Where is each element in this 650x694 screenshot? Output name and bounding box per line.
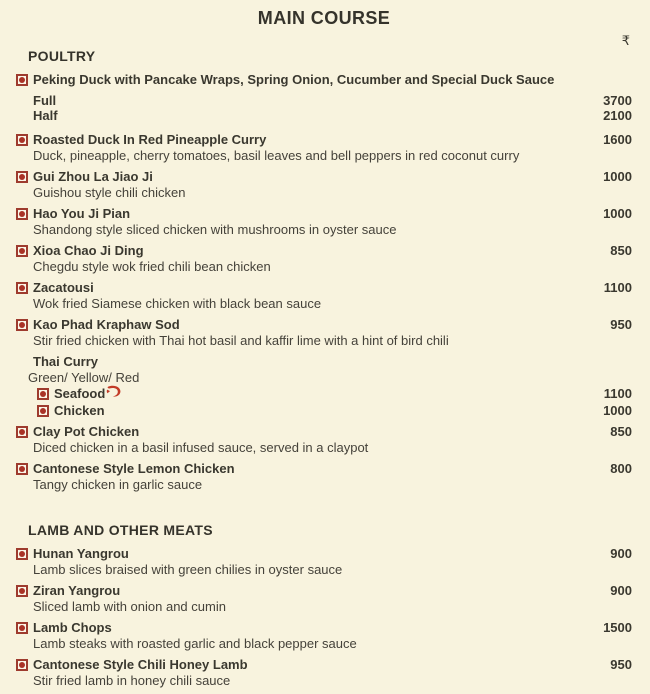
nonveg-icon [37,405,49,417]
menu-item-row [16,108,632,123]
item-name: Kao Phad Kraphaw Sod [33,317,180,332]
nonveg-icon [16,171,28,183]
item-price: 1100 [603,280,632,295]
menu-item [16,317,632,349]
menu-item-row [16,132,632,148]
menu-item [16,132,632,164]
item-name: Xioa Chao Ji Ding [33,243,144,258]
menu-item [16,93,632,108]
section-title: LAMB AND OTHER MEATS [28,522,213,538]
menu-item [16,370,632,386]
item-description: Lamb slices braised with green chilies in oyster sauce [33,562,343,577]
item-price: 1000 [603,206,632,221]
item-price: 1000 [603,169,632,184]
menu-item [16,206,632,238]
nonveg-icon [16,134,28,146]
item-name: Clay Pot Chicken [33,424,140,439]
item-name: Chicken [54,403,105,418]
item-description: Diced chicken in a basil infused sauce, served in a claypot [33,440,369,455]
menu-item [16,386,632,402]
menu-item [16,72,632,88]
menu-item-row [16,370,632,386]
menu-item-row [16,169,632,185]
item-price: 950 [610,657,632,672]
item-price: 950 [610,317,632,332]
item-name: Hunan Yangrou [33,546,129,561]
item-description: Shandong style sliced chicken with mushrooms in oyster sauce [33,222,397,237]
menu-item [16,583,632,615]
menu-item-row [16,354,632,370]
item-name: Lamb Chops [33,620,112,635]
item-price: 900 [610,546,632,561]
menu [16,48,632,689]
menu-item [16,403,632,419]
menu-item-row [16,461,632,477]
menu-item [16,461,632,493]
item-name: Zacatousi [33,280,94,295]
item-name: Seafood [54,386,106,401]
menu-item [16,354,632,370]
nonveg-icon [16,74,28,86]
menu-item-row [37,386,632,402]
item-description: Lamb steaks with roasted garlic and black pepper sauce [33,636,357,651]
menu-item-row [16,72,632,88]
section-title: POULTRY [28,48,96,64]
nonveg-icon [16,659,28,671]
item-name: Green/ Yellow/ Red [28,370,140,385]
menu-item [16,424,632,456]
item-price: 3700 [603,93,632,108]
menu-item [16,620,632,652]
item-price: 2100 [603,108,632,123]
currency-symbol: ₹ [621,33,630,48]
item-name: Hao You Ji Pian [33,206,131,221]
menu-item-row [16,620,632,636]
page-title: MAIN COURSE [257,8,391,28]
item-price: 1100 [603,386,632,401]
menu-item-row [16,243,632,259]
item-price: 1000 [603,403,632,418]
item-name: Half [33,108,58,123]
item-price: 1500 [603,620,632,635]
shrimp-icon [106,385,123,402]
nonveg-icon [16,585,28,597]
item-description: Wok fried Siamese chicken with black bean sauce [33,296,322,311]
item-price: 800 [610,461,632,476]
menu-item [16,243,632,275]
menu-item-row [16,280,632,296]
item-price: 1600 [603,132,632,147]
nonveg-icon [16,245,28,257]
menu-item-row [16,546,632,562]
item-description: Guishou style chili chicken [33,185,186,200]
item-price: 850 [610,424,632,439]
item-description: Tangy chicken in garlic sauce [33,477,203,492]
nonveg-icon [16,426,28,438]
nonveg-icon [16,622,28,634]
nonveg-icon [16,463,28,475]
menu-item-row [16,657,632,673]
item-description: Sliced lamb with onion and cumin [33,599,226,614]
menu-item [16,657,632,689]
item-name: Cantonese Style Lemon Chicken [33,461,235,476]
menu-item-row [16,583,632,599]
menu-section [16,522,632,689]
menu-item-row [16,317,632,333]
menu-item-row [16,424,632,440]
item-description: Stir fried lamb in honey chili sauce [33,673,231,688]
menu-item-row [16,93,632,108]
item-name: Full [33,93,57,108]
item-name: Cantonese Style Chili Honey Lamb [33,657,248,672]
item-name: Gui Zhou La Jiao Ji [33,169,153,184]
item-description: Chegdu style wok fried chili bean chicken [33,259,271,274]
nonveg-icon [37,388,49,400]
nonveg-icon [16,282,28,294]
menu-item-row [16,206,632,222]
item-price: 900 [610,583,632,598]
item-name: Peking Duck with Pancake Wraps, Spring Onion, Cucumber and Special Duck Sauce [33,72,555,87]
menu-item [16,280,632,312]
menu-item [16,108,632,123]
item-price: 850 [610,243,632,258]
item-description: Stir fried chicken with Thai hot basil and kaffir lime with a hint of bird chili [33,333,449,348]
item-name: Ziran Yangrou [33,583,121,598]
item-description: Duck, pineapple, cherry tomatoes, basil leaves and bell peppers in red coconut curry [33,148,520,163]
nonveg-icon [16,208,28,220]
menu-section [16,48,632,493]
menu-item-row [37,403,632,419]
menu-item [16,169,632,201]
nonveg-icon [16,319,28,331]
menu-item [16,546,632,578]
item-name: Roasted Duck In Red Pineapple Curry [33,132,267,147]
nonveg-icon [16,548,28,560]
item-name: Thai Curry [33,354,99,369]
